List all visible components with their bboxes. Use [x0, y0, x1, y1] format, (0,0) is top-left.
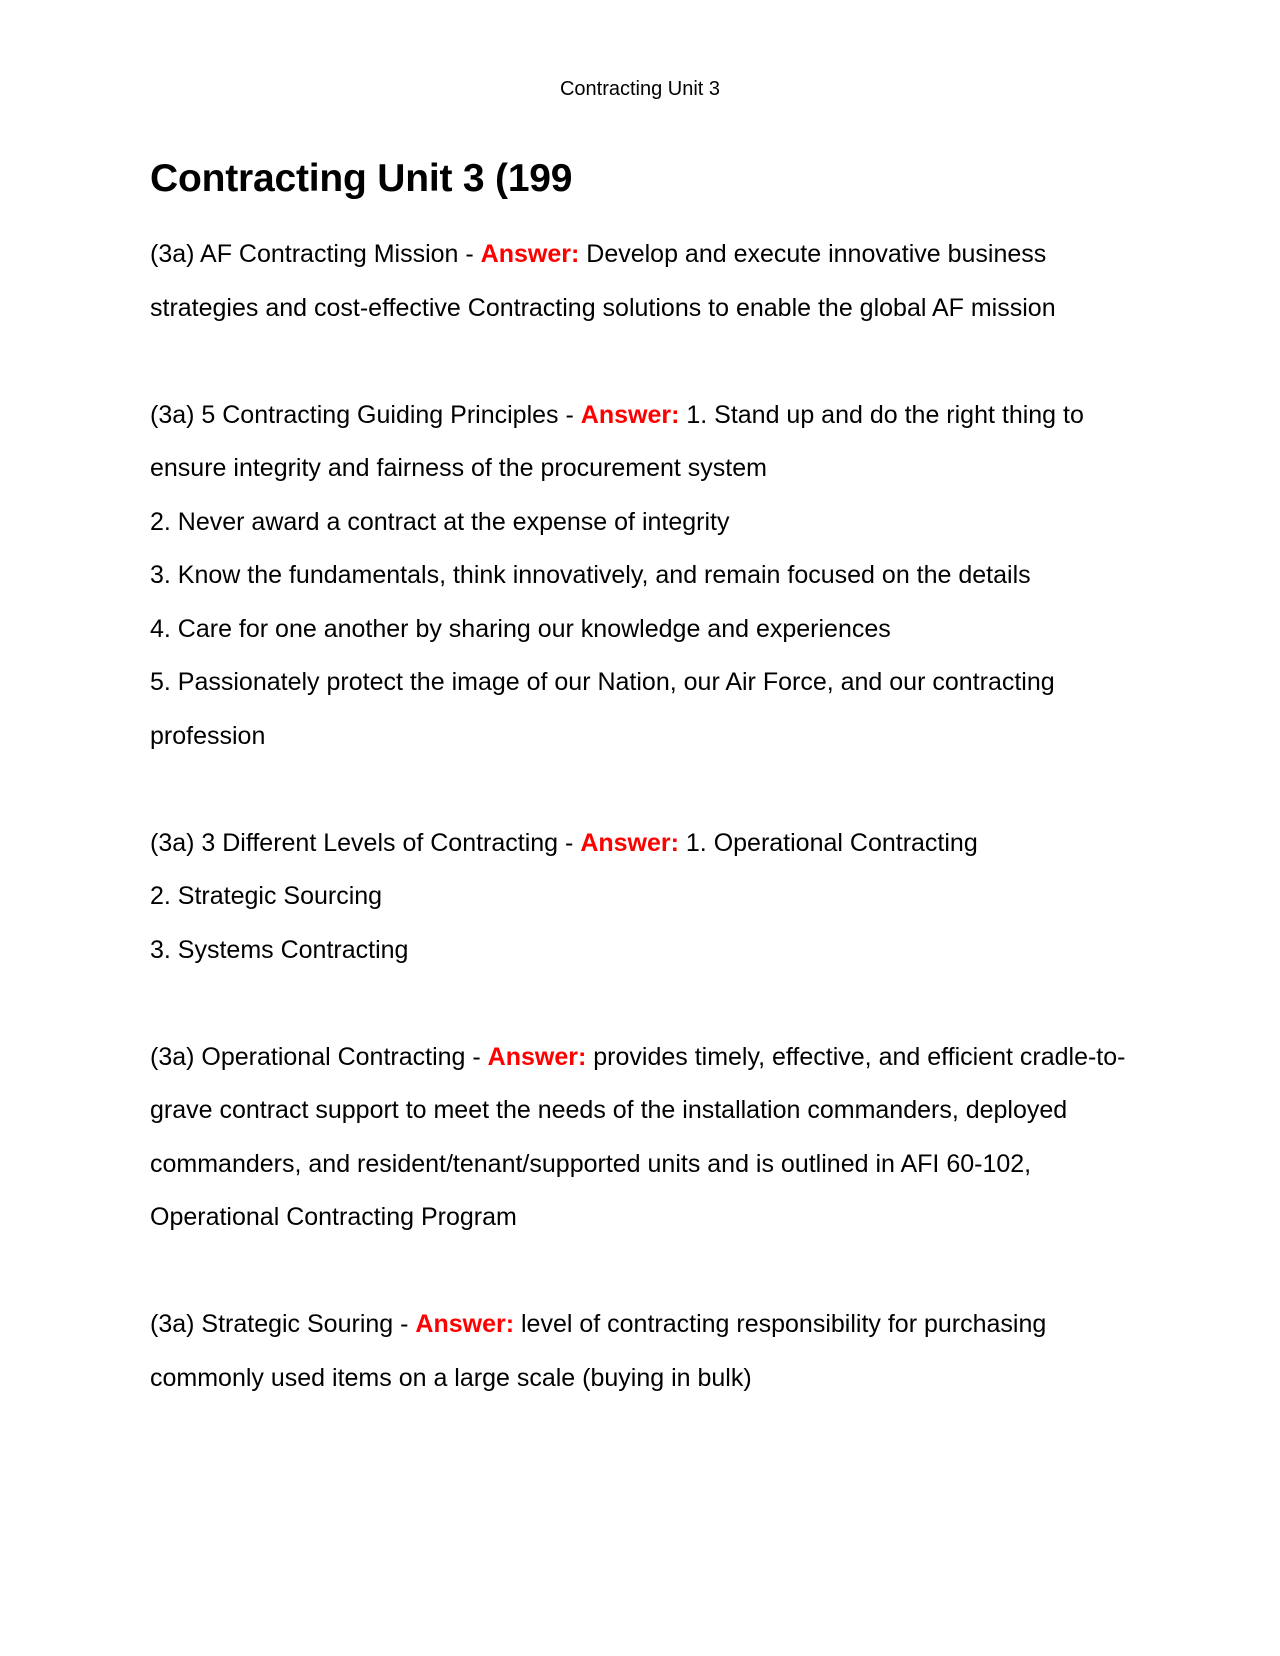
question-text: (3a) 5 Contracting Guiding Principles - [150, 400, 574, 429]
question-text: (3a) 3 Different Levels of Contracting - [150, 828, 574, 857]
document-title: Contracting Unit 3 (199 [150, 157, 573, 200]
answer-line: 2. Strategic Sourcing [150, 882, 383, 910]
qa-first-line [150, 228, 1130, 335]
question-text: (3a) AF Contracting Mission - [150, 240, 474, 268]
answer-line: 2. Never award a contract at the expense of integrity [150, 507, 730, 536]
qa-entry-mission [150, 228, 1130, 335]
qa-first-line [150, 1031, 1130, 1245]
answer-text: provides timely, effective, and efficient cradle-to-grave contract support to meet the needs of the installation commanders, deployed commanders, and resident/tenant/supported units and is outlined in AFI 60-102, Operational Contracting Program [150, 1042, 1126, 1231]
qa-first-line [150, 389, 1130, 496]
qa-first-line [150, 817, 1130, 871]
qa-entry-operational-contracting [150, 1031, 1130, 1245]
document-body [150, 228, 1130, 1459]
qa-entry-levels [150, 817, 1130, 978]
answer-line: 5. Passionately protect the image of our Nation, our Air Force, and our contracting profession [150, 668, 1055, 750]
answer-label: Answer: [415, 1310, 515, 1338]
answer-label: Answer: [487, 1042, 587, 1071]
answer-line: 3. Systems Contracting [150, 935, 409, 964]
answer-text: Develop and execute innovative business strategies and cost-effective Contracting solutions to enable the global AF mission [150, 240, 1056, 322]
answer-label: Answer: [580, 400, 680, 429]
answer-line: 4. Care for one another by sharing our knowledge and experiences [150, 614, 891, 643]
running-header: Contracting Unit 3 [559, 78, 721, 100]
answer-line: 3. Know the fundamentals, think innovatively, and remain focused on the details [150, 561, 1031, 589]
answer-label: Answer: [580, 828, 679, 857]
qa-entry-guiding-principles [150, 389, 1130, 764]
qa-first-line [150, 1298, 1130, 1405]
answer-text: 1. Stand up and do the right thing to ensure integrity and fairness of the procurement system [150, 400, 1084, 482]
question-text: (3a) Operational Contracting - [150, 1042, 481, 1071]
answer-text: 1. Operational Contracting [685, 828, 978, 857]
question-text: (3a) Strategic Souring - [150, 1310, 409, 1338]
qa-entry-strategic-sourcing [150, 1298, 1130, 1405]
answer-label: Answer: [480, 240, 580, 268]
answer-text: level of contracting responsibility for purchasing commonly used items on a large scale (buying in bulk) [150, 1310, 1047, 1392]
